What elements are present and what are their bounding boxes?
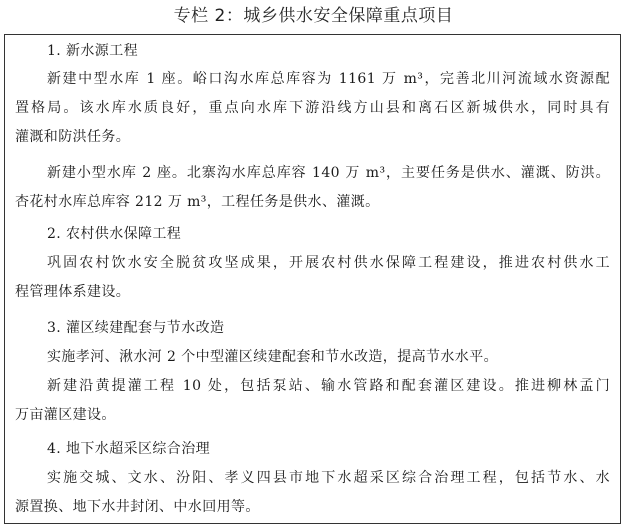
paragraph-line: 程管理体系建设。 bbox=[15, 284, 131, 300]
paragraph-line: 新建小型水库 2 座。北寨沟水库总库容 140 万 m³，主要任务是供水、灌溉、防洪。 bbox=[47, 165, 610, 181]
paragraph-line: 源置换、地下水井封闭、中水回用等。 bbox=[15, 499, 260, 515]
paragraph-line: 实施交城、文水、汾阳、孝义四县市地下水超采区综合治理工程，包括节水、水 bbox=[47, 470, 610, 486]
paragraph-line: 巩固农村饮水安全脱贫攻坚成果，开展农村供水保障工程建设，推进农村供水工 bbox=[47, 255, 610, 271]
paragraph-line: 实施孝河、湫水河 2 个中型灌区续建配套和节水改造，提高节水水平。 bbox=[47, 349, 499, 365]
section-heading: 3. 灌区续建配套与节水改造 bbox=[47, 320, 225, 336]
paragraph-line: 新建沿黄提灌工程 10 处，包括泵站、输水管路和配套灌区建设。推进柳林孟门 bbox=[47, 378, 610, 394]
paragraph-line: 灌溉和防洪任务。 bbox=[15, 129, 131, 145]
paragraph-line: 置格局。该水库水质良好，重点向水库下游沿线方山县和离石区新城供水，同时具有 bbox=[15, 100, 610, 116]
section-heading: 4. 地下水超采区综合治理 bbox=[47, 441, 211, 457]
paragraph-line: 新建中型水库 1 座。峪口沟水库总库容为 1161 万 m³，完善北川河流域水资源配 bbox=[47, 71, 610, 87]
paragraph-line: 万亩灌区建设。 bbox=[15, 407, 116, 423]
section-heading: 2. 农村供水保障工程 bbox=[47, 226, 182, 242]
section-heading: 1. 新水源工程 bbox=[47, 43, 139, 59]
paragraph-line: 杏花村水库总库容 212 万 m³，工程任务是供水、灌溉。 bbox=[15, 194, 380, 210]
page-title: 专栏 2：城乡供水安全保障重点项目 bbox=[173, 6, 454, 26]
content-box bbox=[4, 34, 621, 524]
